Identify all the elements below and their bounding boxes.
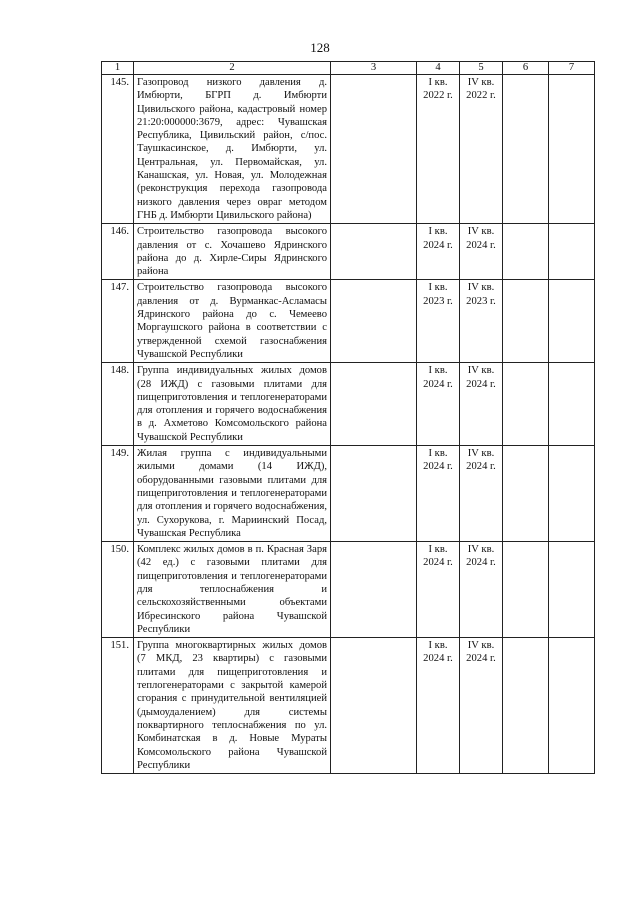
end-quarter: IV кв.	[467, 282, 495, 294]
row-col-6	[503, 280, 549, 363]
start-quarter: I кв.	[428, 448, 448, 460]
start-year: 2024 г.	[423, 461, 453, 473]
row-number: 145.	[102, 75, 134, 224]
row-number: 147.	[102, 280, 134, 363]
start-year: 2024 г.	[423, 653, 453, 665]
row-description: Строительство газопровода высокого давления от с. Хочашево Ядринского района до д. Хирле-Сиры Ядринского района	[134, 224, 331, 280]
page-number: 128	[310, 40, 330, 55]
end-quarter: IV кв.	[467, 226, 495, 238]
start-year: 2024 г.	[423, 239, 453, 251]
end-quarter: IV кв.	[467, 365, 495, 377]
row-end-period	[460, 446, 503, 542]
header-col-6: 6	[503, 62, 549, 75]
table-row	[102, 638, 595, 774]
row-col-3	[331, 224, 417, 280]
header-col-3: 3	[331, 62, 417, 75]
row-end-period	[460, 224, 503, 280]
end-quarter: IV кв.	[467, 640, 495, 652]
row-description: Газопровод низкого давления д. Имбюрти, БГРП д. Имбюрти Цивильского района, кадастровый номер 21:20:000000:3679, адрес: Чувашская Республика, Цивильский район, с/пос. Таушкасинское, д. Имбюрти, ул. Центральная, ул. Первомайская, ул. Канашская, ул. Новая, ул. Молодежная (реконструкция перехода газопровода низкого давления через овраг методом ГНБ д. Имбюрти Цивильского района)	[134, 75, 331, 224]
table-row	[102, 363, 595, 446]
data-table	[101, 61, 595, 774]
table-row	[102, 542, 595, 638]
row-col-3	[331, 542, 417, 638]
row-description: Группа индивидуальных жилых домов (28 ИЖД) с газовыми плитами для пищеприготовления и теплогенераторами для отопления и горячего водоснабжения в д. Ахметово Комсомольского района Чувашской Республики	[134, 363, 331, 446]
table-row	[102, 75, 595, 224]
row-col-3	[331, 446, 417, 542]
row-start-period	[417, 542, 460, 638]
row-end-period	[460, 280, 503, 363]
row-col-7	[549, 363, 595, 446]
row-number: 148.	[102, 363, 134, 446]
row-col-3	[331, 75, 417, 224]
start-year: 2024 г.	[423, 378, 453, 390]
row-col-6	[503, 363, 549, 446]
end-year: 2024 г.	[466, 461, 496, 473]
row-end-period	[460, 542, 503, 638]
row-col-7	[549, 542, 595, 638]
row-description: Группа многоквартирных жилых домов (7 МКД, 23 квартиры) с газовыми плитами для пищеприготовления и теплогенераторами с закрытой камерой сгорания с принудительной вентиляцией (дымоудалением) для системы поквартирного теплоснабжения по ул. Комбинатская в д. Новые Мураты Комсомольского района Чувашской Республики	[134, 638, 331, 774]
start-quarter: I кв.	[428, 77, 448, 88]
start-quarter: I кв.	[428, 282, 448, 294]
end-quarter: IV кв.	[467, 544, 495, 556]
row-start-period	[417, 224, 460, 280]
header-col-1: 1	[102, 62, 134, 75]
row-description: Комплекс жилых домов в п. Красная Заря (42 ед.) с газовыми плитами для пищеприготовления и теплогенераторами для теплоснабжения и сельскохозяйственными объектами Ибресинского района Чувашской Республики	[134, 542, 331, 638]
start-quarter: I кв.	[428, 365, 448, 377]
start-year: 2022 г.	[423, 90, 453, 102]
end-quarter: IV кв.	[467, 77, 495, 88]
end-year: 2023 г.	[466, 295, 496, 307]
end-year: 2024 г.	[466, 557, 496, 569]
row-col-7	[549, 446, 595, 542]
table-row	[102, 224, 595, 280]
row-col-3	[331, 280, 417, 363]
row-col-7	[549, 280, 595, 363]
start-year: 2024 г.	[423, 557, 453, 569]
row-end-period	[460, 75, 503, 224]
header-col-7: 7	[549, 62, 595, 75]
row-col-6	[503, 638, 549, 774]
row-col-7	[549, 224, 595, 280]
start-year: 2023 г.	[423, 295, 453, 307]
row-col-6	[503, 75, 549, 224]
row-col-7	[549, 638, 595, 774]
row-start-period	[417, 280, 460, 363]
row-end-period	[460, 638, 503, 774]
start-quarter: I кв.	[428, 640, 448, 652]
header-col-5: 5	[460, 62, 503, 75]
row-col-6	[503, 446, 549, 542]
row-description: Жилая группа с индивидуальными жилыми домами (14 ИЖД), оборудованными газовыми плитами для пищеприготовления и теплогенераторами для отопления и горячего водоснабжения, ул. Сухорукова, г. Мариинский Посад, Чувашская Республика	[134, 446, 331, 542]
header-row	[102, 62, 595, 75]
row-number: 149.	[102, 446, 134, 542]
table-row	[102, 280, 595, 363]
row-start-period	[417, 446, 460, 542]
row-start-period	[417, 75, 460, 224]
row-number: 151.	[102, 638, 134, 774]
row-end-period	[460, 363, 503, 446]
row-col-6	[503, 542, 549, 638]
start-quarter: I кв.	[428, 226, 448, 238]
start-quarter: I кв.	[428, 544, 448, 556]
row-col-7	[549, 75, 595, 224]
row-start-period	[417, 363, 460, 446]
row-col-3	[331, 638, 417, 774]
row-start-period	[417, 638, 460, 774]
header-col-4: 4	[417, 62, 460, 75]
row-col-6	[503, 224, 549, 280]
row-number: 150.	[102, 542, 134, 638]
end-year: 2024 г.	[466, 239, 496, 251]
header-col-2: 2	[134, 62, 331, 75]
end-year: 2024 г.	[466, 378, 496, 390]
end-quarter: IV кв.	[467, 448, 495, 460]
table-row	[102, 446, 595, 542]
end-year: 2024 г.	[466, 653, 496, 665]
row-description: Строительство газопровода высокого давления от д. Вурманкас-Асламасы Ядринского района до с. Чемеево Моргаушского района в соответствии с утвержденной схемой газоснабжения Чувашской Республики	[134, 280, 331, 363]
row-number: 146.	[102, 224, 134, 280]
end-year: 2022 г.	[466, 90, 496, 102]
row-col-3	[331, 363, 417, 446]
